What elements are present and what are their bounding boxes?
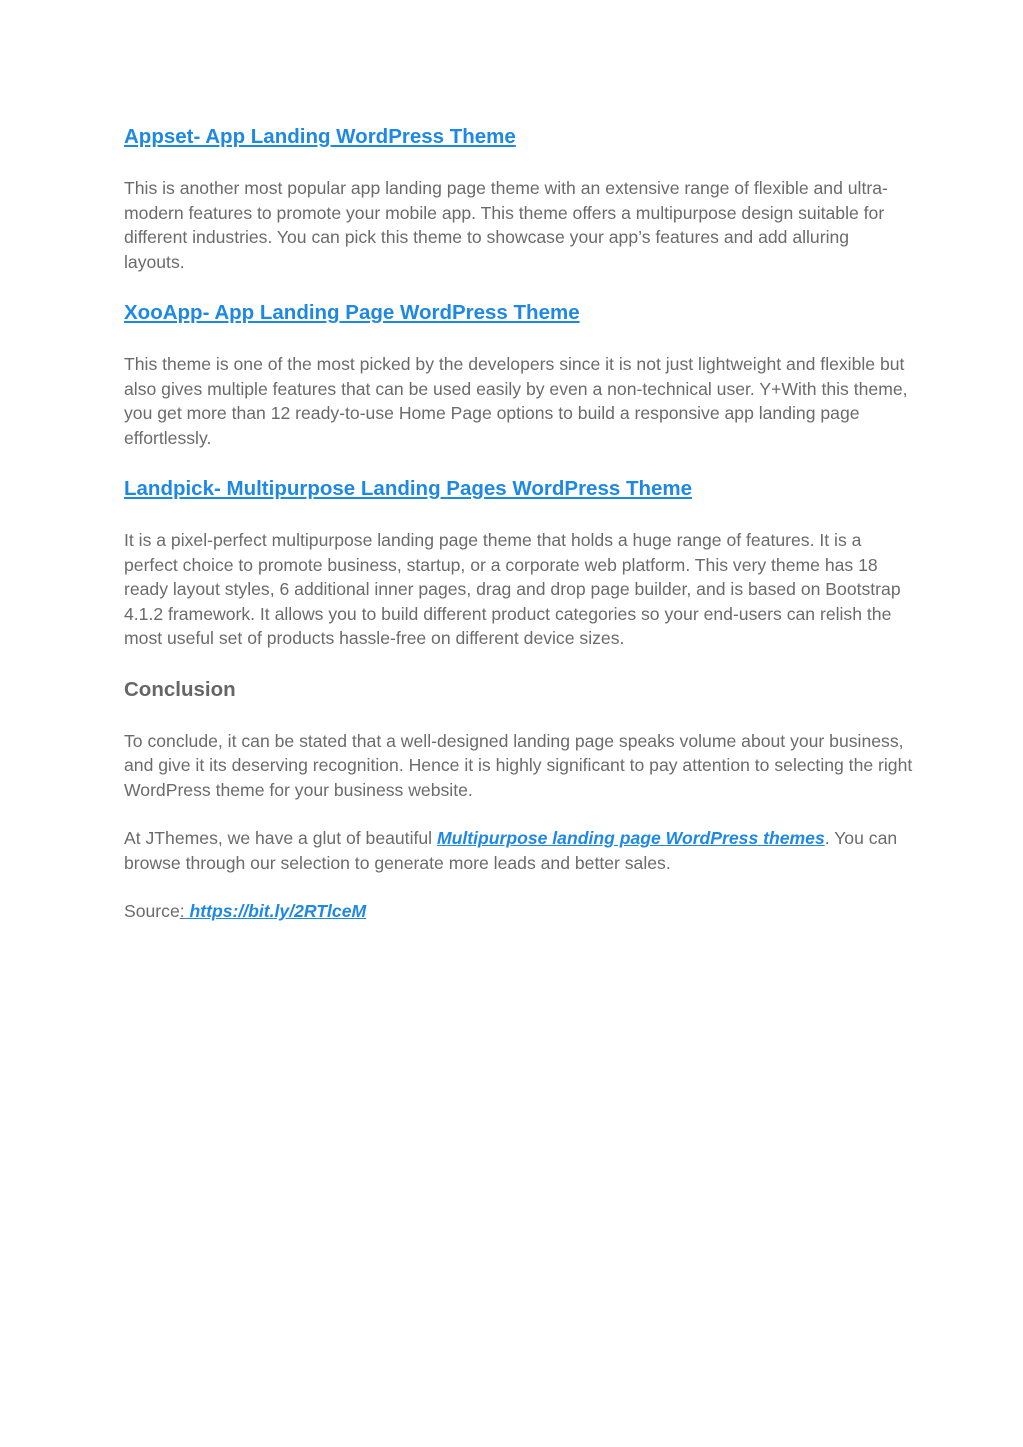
source-separator: : [179, 901, 185, 921]
xooapp-description: This theme is one of the most picked by the developers since it is not just lightweight and flexible but also gives multiple features that can be used easily by even a non-technical user. Y+With this theme, you get more than 12 ready-to-use Home Page options to build a responsive app landing page effortlessly. [124, 354, 908, 448]
source-line [124, 899, 914, 924]
cta-paragraph [124, 826, 914, 875]
conclusion-paragraph: To conclude, it can be stated that a well-designed landing page speaks volume about your business, and give it its deserving recognition. Hence it is highly significant to pay attention to selecting the right WordPress theme for your business website. [124, 730, 913, 800]
landpick-heading-link[interactable]: Landpick- Multipurpose Landing Pages WordPress Theme [124, 477, 693, 500]
source-label: Source [124, 901, 180, 921]
landpick-description: It is a pixel-perfect multipurpose landing page theme that holds a huge range of features. It is a perfect choice to promote business, startup, or a corporate web platform. This very theme has 18 ready layout styles, 6 additional inner pages, drag and drop page builder, and is based on Bootstrap 4.1.2 framework. It allows you to build different product categories so your end-users can relish the most useful set of products hassle-free on different device sizes. [124, 530, 901, 648]
document-page [124, 120, 914, 924]
conclusion-heading: Conclusion [124, 677, 236, 701]
source-url-link[interactable]: https://bit.ly/2RTlceM [184, 901, 367, 921]
cta-text-before: At JThemes, we have a glut of beautiful [124, 828, 437, 848]
cta-text-after: . You can browse through our selection to generate more leads and better sales. [124, 828, 898, 873]
xooapp-heading-link[interactable]: XooApp- App Landing Page WordPress Theme [124, 301, 580, 324]
appset-description: This is another most popular app landing page theme with an extensive range of flexible and ultra-modern features to promote your mobile app. This theme offers a multipurpose design suitable for different industries. You can pick this theme to showcase your app’s features and add alluring layouts. [124, 178, 888, 272]
multipurpose-themes-link[interactable]: Multipurpose landing page WordPress themes [436, 828, 825, 848]
appset-heading-link[interactable]: Appset- App Landing WordPress Theme [124, 125, 516, 148]
